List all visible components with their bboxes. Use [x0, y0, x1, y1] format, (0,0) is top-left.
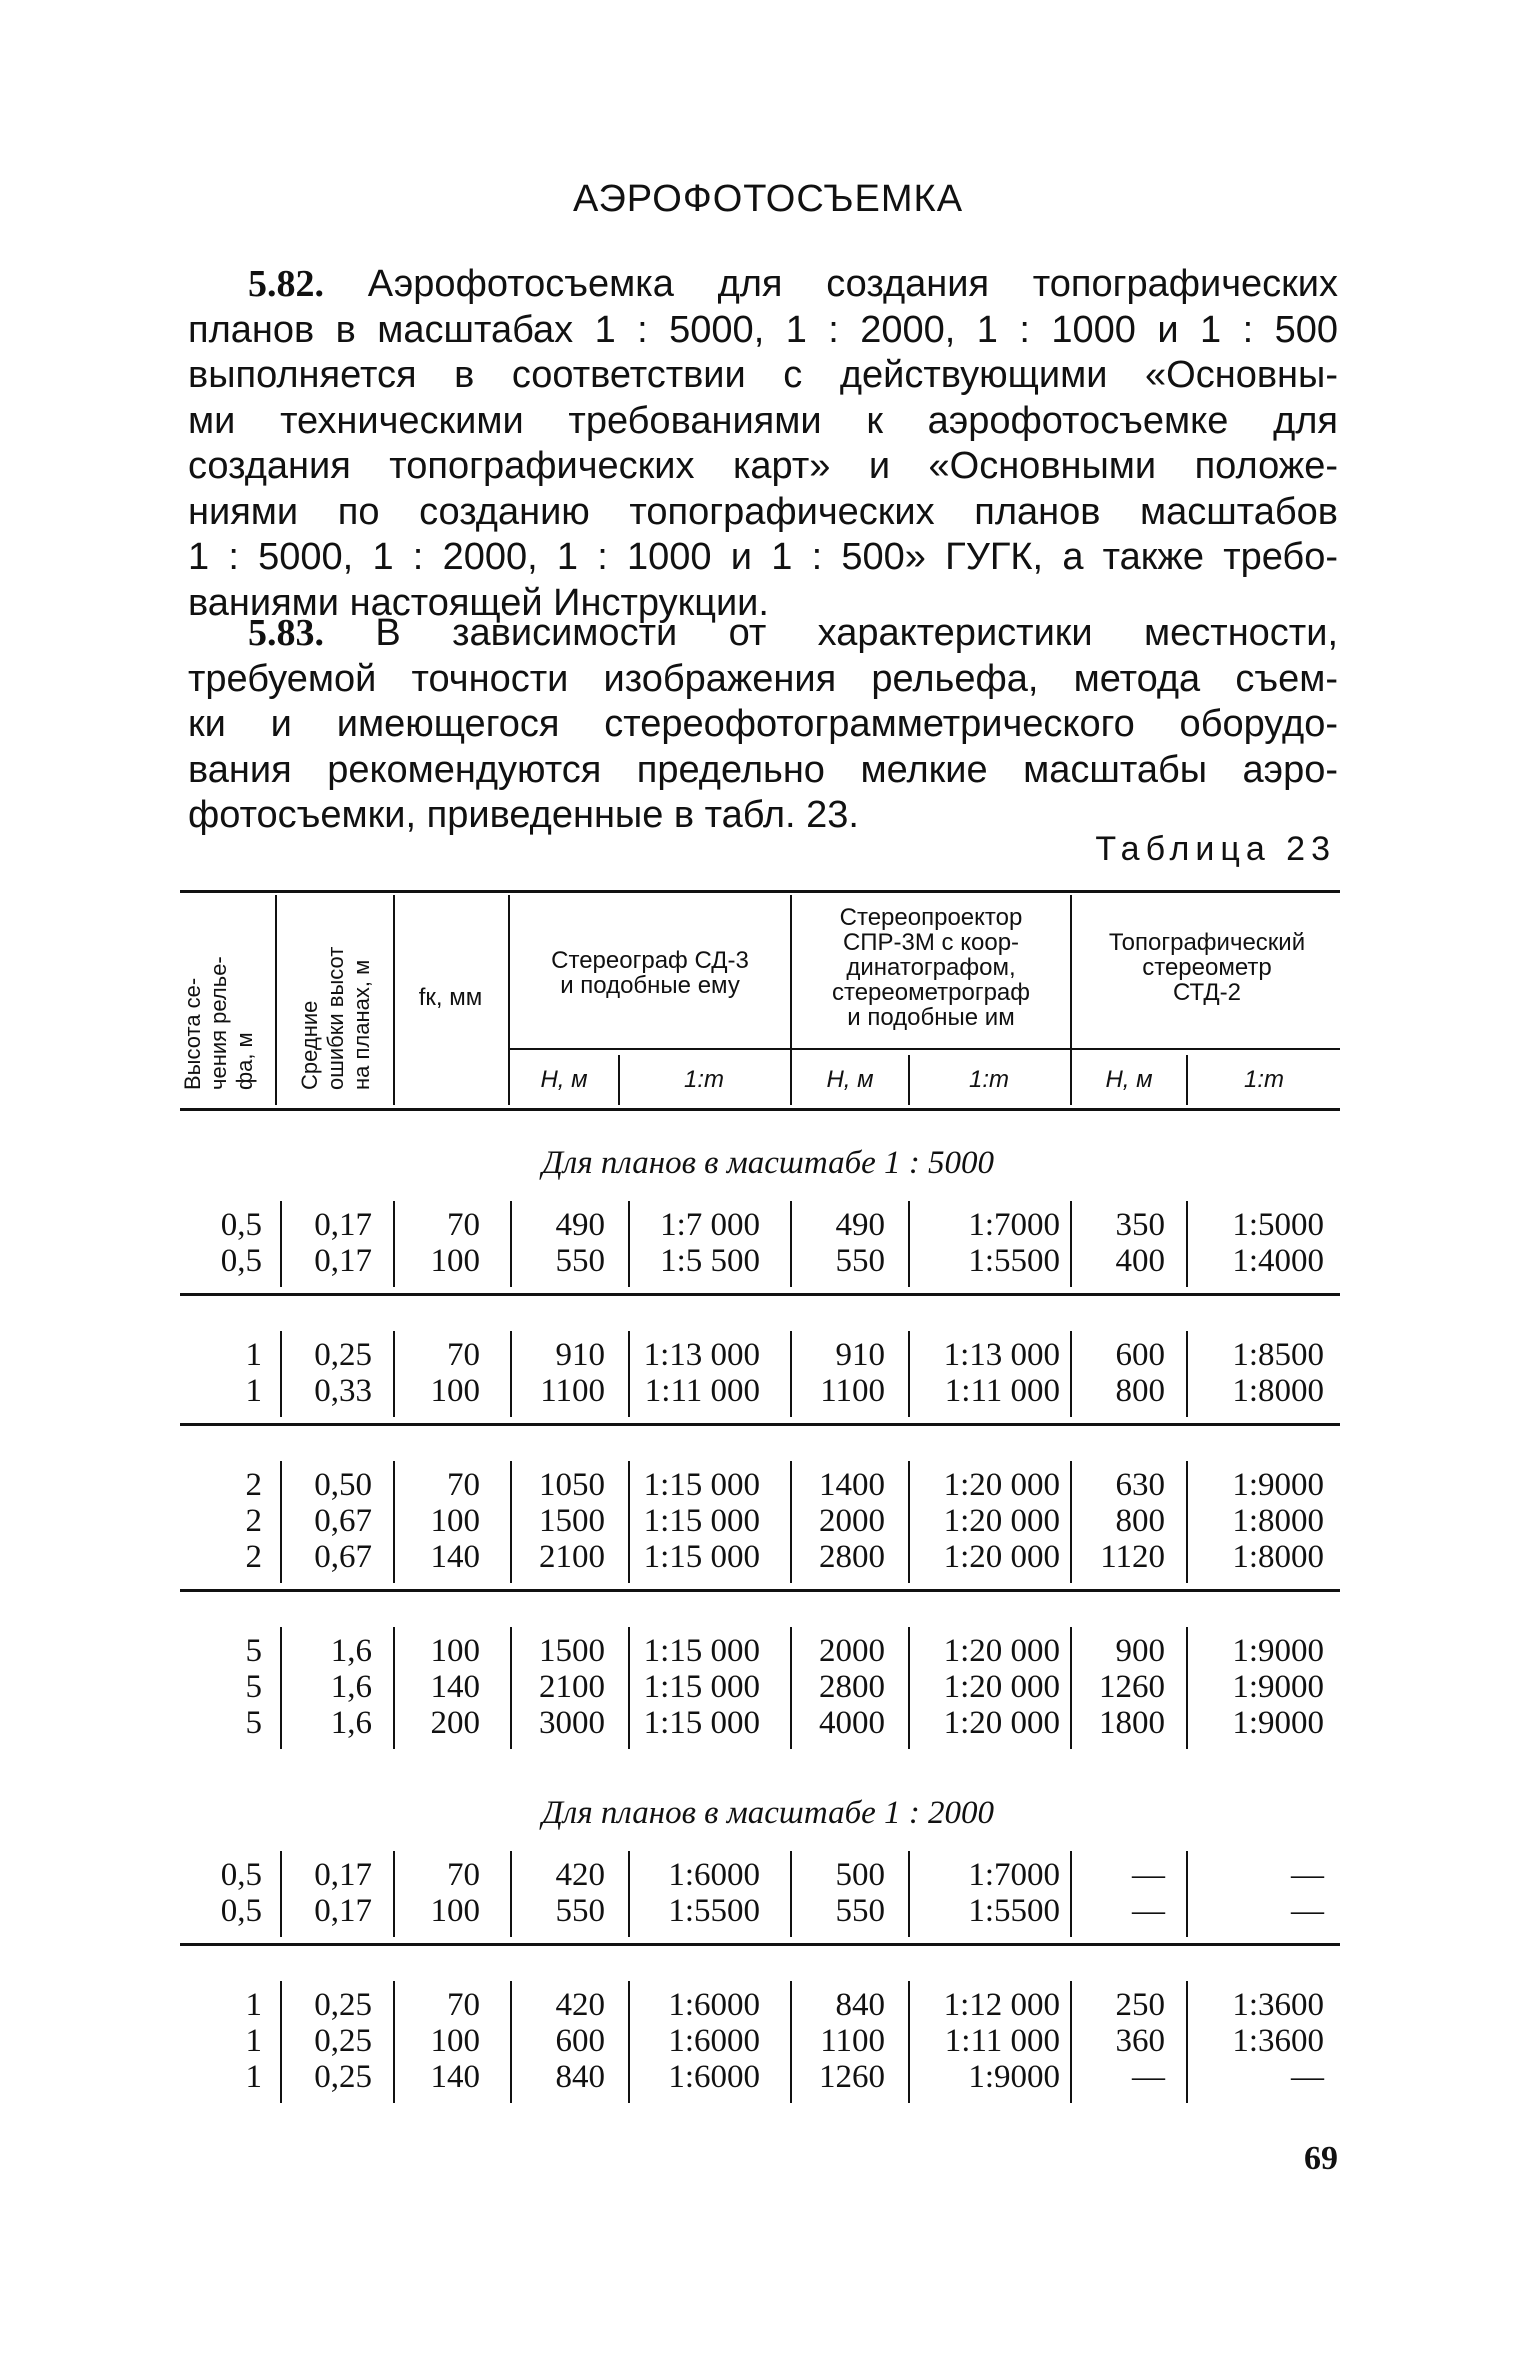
text-line: выполняется в соответствии с действующими «Основны- — [188, 354, 1338, 396]
table-cell: 0,5 — [220, 1893, 262, 1929]
header-stereoprojector-spr3m: Стереопроектор СПР-3М с коор- динатографом, стереометрограф и подобные им — [831, 904, 1031, 1031]
table-cell: 1:15 000 — [643, 1633, 760, 1669]
header-mean-height-errors: Средние ошибки высот на планах, м — [297, 946, 374, 1090]
table-cell: 1:8000 — [1232, 1539, 1324, 1575]
column-divider — [1070, 1331, 1072, 1417]
column-divider — [790, 1461, 792, 1583]
table-cell: 1:6000 — [668, 1857, 760, 1893]
table-cell: 0,25 — [314, 1987, 372, 2023]
column-divider — [393, 1981, 395, 2103]
table-cell: 140 — [430, 1539, 480, 1575]
table-cell: — — [1291, 2059, 1324, 2095]
table-cell: 2100 — [539, 1539, 605, 1575]
column-divider — [393, 1851, 395, 1937]
column-divider — [1186, 1851, 1188, 1937]
column-divider — [908, 1055, 910, 1105]
table-cell: 0,5 — [220, 1857, 262, 1893]
table-rule — [180, 1108, 1340, 1111]
column-divider — [280, 1981, 282, 2103]
table-cell: 0,17 — [314, 1243, 372, 1279]
column-divider — [393, 895, 395, 1105]
table-rule — [180, 1293, 1340, 1296]
paragraph-text: В зависимости от характеристики местности, — [324, 612, 1338, 654]
table-cell: 1:9000 — [1232, 1467, 1324, 1503]
table-cell: 1100 — [820, 1373, 885, 1409]
table-cell: 70 — [447, 1207, 480, 1243]
table-cell: 1:9000 — [968, 2059, 1060, 2095]
table-cell: 0,67 — [314, 1503, 372, 1539]
table-cell: 0,17 — [314, 1893, 372, 1929]
text-line: 1 : 5000, 1 : 2000, 1 : 1000 и 1 : 500» ГУГК, а также требо- — [188, 536, 1338, 578]
table-cell: 1:7000 — [968, 1207, 1060, 1243]
text-line: планов в масштабах 1 : 5000, 1 : 2000, 1 : 1000 и 1 : 500 — [188, 308, 1338, 351]
text-line: ниями по созданию топографических планов масштабов — [188, 490, 1338, 533]
table-cell: 1:5500 — [968, 1893, 1060, 1929]
table-cell: — — [1291, 1857, 1324, 1893]
table-cell: 550 — [835, 1893, 885, 1929]
text-line: создания топографических карт» и «Основными положе- — [188, 445, 1338, 487]
table-cell: 70 — [447, 1987, 480, 2023]
table-cell: 1050 — [539, 1467, 605, 1503]
table-cell: 0,67 — [314, 1539, 372, 1575]
table-cell: 490 — [835, 1207, 885, 1243]
column-divider — [790, 1851, 792, 1937]
column-divider — [393, 1201, 395, 1287]
table-cell: 1:13 000 — [943, 1337, 1060, 1373]
column-divider — [628, 1201, 630, 1287]
table-cell: 0,17 — [314, 1857, 372, 1893]
table-cell: 550 — [835, 1243, 885, 1279]
table-cell: 600 — [1115, 1337, 1165, 1373]
table-cell: 100 — [430, 1373, 480, 1409]
table-cell: 1:11 000 — [944, 1373, 1060, 1409]
text-line: вания рекомендуются предельно мелкие масштабы аэро- — [188, 748, 1338, 791]
column-divider — [510, 1851, 512, 1937]
table-cell: 3000 — [539, 1705, 605, 1741]
column-divider — [908, 1851, 910, 1937]
table-cell: 800 — [1115, 1373, 1165, 1409]
column-divider — [1070, 1201, 1072, 1287]
column-divider — [1186, 1331, 1188, 1417]
table-cell: 5 — [245, 1669, 262, 1705]
column-divider — [1186, 1201, 1188, 1287]
column-divider — [1070, 1461, 1072, 1583]
subheader-height: Н, м — [540, 1066, 588, 1093]
header-stereograph-sd3: Стереограф СД-3 и подобные ему — [551, 947, 749, 999]
page-number: 69 — [1304, 2140, 1338, 2177]
column-divider — [280, 1627, 282, 1749]
table-rule — [180, 1943, 1340, 1946]
table-cell: 1:20 000 — [943, 1669, 1060, 1705]
table-cell: 1:4000 — [1232, 1243, 1324, 1279]
table-cell: 1:15 000 — [643, 1503, 760, 1539]
subheader-scale: 1:m — [968, 1066, 1009, 1093]
table-cell: 1:15 000 — [643, 1669, 760, 1705]
table-cell: 1:11 000 — [944, 2023, 1060, 2059]
table-cell: 1500 — [539, 1633, 605, 1669]
table-cell: 70 — [447, 1857, 480, 1893]
table-cell: 0,25 — [314, 2023, 372, 2059]
table-cell: 630 — [1115, 1467, 1165, 1503]
table-cell: 1:12 000 — [943, 1987, 1060, 2023]
column-divider — [1186, 1981, 1188, 2103]
table-cell: 1:3600 — [1232, 2023, 1324, 2059]
table-cell: 1100 — [820, 2023, 885, 2059]
group-title: Для планов в масштабе 1 : 5000 — [541, 1145, 995, 1181]
subheader-scale: 1:m — [1243, 1066, 1284, 1093]
group-title: Для планов в масштабе 1 : 2000 — [541, 1795, 995, 1831]
table-rule — [510, 1048, 1340, 1050]
text-line — [188, 611, 1338, 657]
table-cell: 100 — [430, 1243, 480, 1279]
table-cell: 1:20 000 — [943, 1539, 1060, 1575]
table-cell: 1:15 000 — [643, 1467, 760, 1503]
table-cell: 550 — [555, 1893, 605, 1929]
table-cell: 420 — [555, 1857, 605, 1893]
table-cell: 1:5500 — [668, 1893, 760, 1929]
table-cell: 1 — [245, 2059, 262, 2095]
column-divider — [908, 1331, 910, 1417]
table-cell: 2100 — [539, 1669, 605, 1705]
table-cell: 840 — [835, 1987, 885, 2023]
table-cell: 0,33 — [314, 1373, 372, 1409]
column-divider — [510, 1461, 512, 1583]
column-divider — [1186, 1627, 1188, 1749]
column-divider — [280, 1201, 282, 1287]
table-cell: 1:20 000 — [943, 1705, 1060, 1741]
table-cell: 1:15 000 — [643, 1539, 760, 1575]
table-cell: 2 — [245, 1467, 262, 1503]
table-cell: 800 — [1115, 1503, 1165, 1539]
column-divider — [790, 1201, 792, 1287]
column-divider — [280, 1851, 282, 1937]
table-rule — [180, 890, 1340, 893]
table-cell: 1 — [245, 1373, 262, 1409]
table-cell: 100 — [430, 2023, 480, 2059]
table-cell: 0,5 — [220, 1243, 262, 1279]
column-divider — [393, 1461, 395, 1583]
table-cell: 400 — [1115, 1243, 1165, 1279]
table-cell: 1:9000 — [1232, 1633, 1324, 1669]
table-cell: 910 — [835, 1337, 885, 1373]
table-cell: 1800 — [1099, 1705, 1165, 1741]
table-cell: 2000 — [819, 1633, 885, 1669]
column-divider — [1070, 1981, 1072, 2103]
table-cell: — — [1132, 1857, 1165, 1893]
table-cell: 70 — [447, 1467, 480, 1503]
table-cell: 1 — [245, 2023, 262, 2059]
column-divider — [628, 1981, 630, 2103]
table-cell: 0,17 — [314, 1207, 372, 1243]
paragraph-text: Аэрофотосъемка для создания топографических — [324, 263, 1338, 305]
table-cell: 1:7 000 — [660, 1207, 760, 1243]
table-cell: 1100 — [540, 1373, 605, 1409]
table-cell: — — [1132, 1893, 1165, 1929]
table-cell: 4000 — [819, 1705, 885, 1741]
table-cell: 1:5 500 — [660, 1243, 760, 1279]
table-cell: 0,25 — [314, 2059, 372, 2095]
table-cell: 1:20 000 — [943, 1503, 1060, 1539]
text-line: требуемой точности изображения рельефа, метода съем- — [188, 657, 1338, 700]
table-cell: 1,6 — [330, 1669, 372, 1705]
table-cell: 500 — [835, 1857, 885, 1893]
table-cell: 1:6000 — [668, 2023, 760, 2059]
column-divider — [790, 1331, 792, 1417]
subheader-height: Н, м — [826, 1066, 874, 1093]
table-cell: 1:8000 — [1232, 1503, 1324, 1539]
table-cell: 1:6000 — [668, 1987, 760, 2023]
table-cell: 250 — [1115, 1987, 1165, 2023]
table-cell: 200 — [430, 1705, 480, 1741]
table-cell: 0,50 — [314, 1467, 372, 1503]
table-cell: 550 — [555, 1243, 605, 1279]
table-cell: 1:15 000 — [643, 1705, 760, 1741]
column-divider — [393, 1627, 395, 1749]
table-cell: — — [1132, 2059, 1165, 2095]
column-divider — [790, 1981, 792, 2103]
table-cell: 1:6000 — [668, 2059, 760, 2095]
column-divider — [1070, 1851, 1072, 1937]
table-cell: 840 — [555, 2059, 605, 2095]
paragraph-number: 5.83. — [248, 612, 324, 654]
header-relief-section-height: Высота се- чения релье- фа, м — [180, 956, 257, 1090]
table-cell: — — [1291, 1893, 1324, 1929]
text-line: фотосъемки, приведенные в табл. 23. — [188, 794, 859, 836]
column-divider — [908, 1201, 910, 1287]
table-cell: 5 — [245, 1705, 262, 1741]
column-divider — [280, 1461, 282, 1583]
table-cell: 100 — [430, 1633, 480, 1669]
table-cell: 900 — [1115, 1633, 1165, 1669]
table-cell: 100 — [430, 1503, 480, 1539]
column-divider — [908, 1981, 910, 2103]
text-line: ми техническими требованиями к аэрофотосъемке для — [188, 399, 1338, 442]
column-divider — [790, 895, 792, 1105]
table-cell: 2800 — [819, 1669, 885, 1705]
table-cell: 1 — [245, 1337, 262, 1373]
column-divider — [1186, 1461, 1188, 1583]
table-cell: 1:20 000 — [943, 1633, 1060, 1669]
table-cell: 70 — [447, 1337, 480, 1373]
text-line — [188, 262, 1338, 308]
table-cell: 1:13 000 — [643, 1337, 760, 1373]
table-cell: 1:8000 — [1232, 1373, 1324, 1409]
column-divider — [510, 1981, 512, 2103]
column-divider — [628, 1331, 630, 1417]
column-divider — [510, 1627, 512, 1749]
table-cell: 1260 — [1099, 1669, 1165, 1705]
column-divider — [908, 1461, 910, 1583]
table-cell: 2 — [245, 1503, 262, 1539]
text-line: ки и имеющегося стереофотограмметрического оборудо- — [188, 703, 1338, 745]
table-cell: 1:5000 — [1232, 1207, 1324, 1243]
column-divider — [908, 1627, 910, 1749]
column-divider — [275, 895, 277, 1105]
table-cell: 1:3600 — [1232, 1987, 1324, 2023]
table-cell: 140 — [430, 2059, 480, 2095]
table-rule — [180, 1589, 1340, 1592]
table-cell: 0,25 — [314, 1337, 372, 1373]
table-cell: 490 — [555, 1207, 605, 1243]
column-divider — [618, 1055, 620, 1105]
table-rule — [180, 1423, 1340, 1426]
column-divider — [628, 1851, 630, 1937]
paragraph-5-83 — [188, 611, 1338, 839]
table-cell: 1:20 000 — [943, 1467, 1060, 1503]
table-cell: 1:8500 — [1232, 1337, 1324, 1373]
column-divider — [1070, 1627, 1072, 1749]
table-cell: 2000 — [819, 1503, 885, 1539]
section-title: АЭРОФОТОСЪЕМКА — [572, 178, 964, 220]
column-divider — [790, 1627, 792, 1749]
table-cell: 1500 — [539, 1503, 605, 1539]
header-stereometer-std2: Топографический стереометр СТД-2 — [1108, 929, 1306, 1006]
table-cell: 1:5500 — [968, 1243, 1060, 1279]
table-cell: 1:9000 — [1232, 1669, 1324, 1705]
table-cell: 1260 — [819, 2059, 885, 2095]
table-cell: 1 — [245, 1987, 262, 2023]
table-caption: Таблица 23 — [1095, 830, 1336, 868]
column-divider — [628, 1461, 630, 1583]
column-divider — [510, 1201, 512, 1287]
paragraph-5-82 — [188, 262, 1338, 626]
subheader-scale: 1:m — [683, 1066, 724, 1093]
text-line: ваниями настоящей Инструкции. — [188, 581, 769, 624]
column-divider — [1186, 1055, 1188, 1105]
table-cell: 1,6 — [330, 1705, 372, 1741]
table-cell: 1:7000 — [968, 1857, 1060, 1893]
table-cell: 0,5 — [220, 1207, 262, 1243]
table-cell: 140 — [430, 1669, 480, 1705]
column-divider — [510, 1331, 512, 1417]
table-cell: 360 — [1115, 2023, 1165, 2059]
table-cell: 350 — [1115, 1207, 1165, 1243]
paragraph-number: 5.82. — [248, 263, 324, 305]
table-cell: 5 — [245, 1633, 262, 1669]
table-cell: 100 — [430, 1893, 480, 1929]
table-cell: 1:9000 — [1232, 1705, 1324, 1741]
subheader-height: Н, м — [1105, 1066, 1153, 1093]
table-cell: 2800 — [819, 1539, 885, 1575]
table-cell: 1120 — [1100, 1539, 1165, 1575]
table-cell: 420 — [555, 1987, 605, 2023]
column-divider — [508, 895, 510, 1105]
column-divider — [393, 1331, 395, 1417]
header-focal-length: fк, мм — [418, 984, 483, 1011]
table-cell: 1400 — [819, 1467, 885, 1503]
table-cell: 1,6 — [330, 1633, 372, 1669]
column-divider — [628, 1627, 630, 1749]
column-divider — [1070, 895, 1072, 1105]
column-divider — [280, 1331, 282, 1417]
table-cell: 600 — [555, 2023, 605, 2059]
table-cell: 1:11 000 — [644, 1373, 760, 1409]
table-cell: 910 — [555, 1337, 605, 1373]
table-cell: 2 — [245, 1539, 262, 1575]
